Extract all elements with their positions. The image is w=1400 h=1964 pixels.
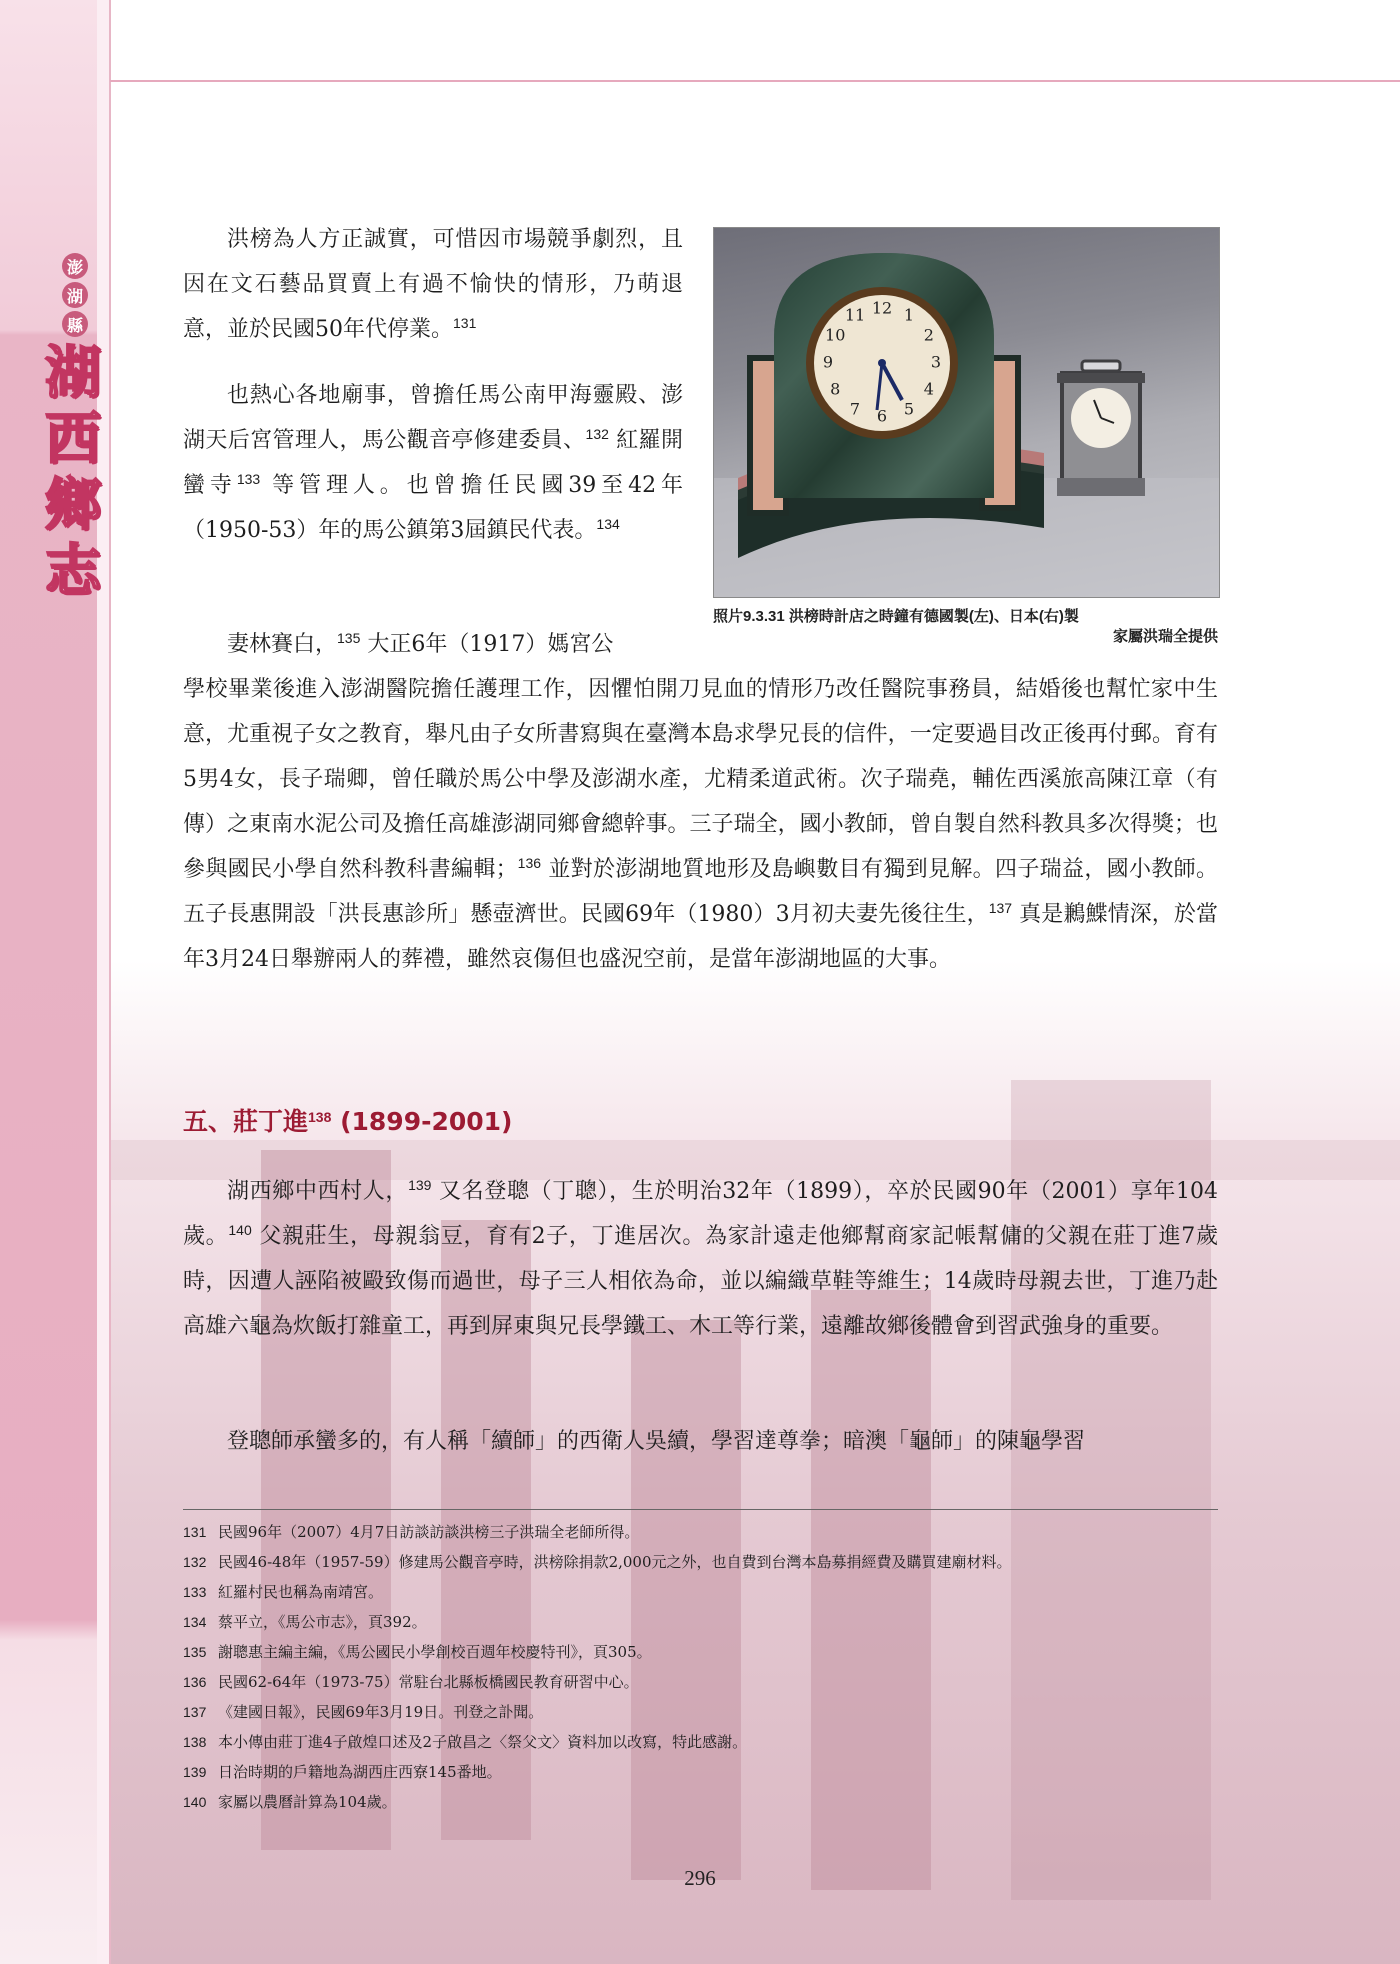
footnote-ref[interactable]: 134: [596, 516, 620, 532]
figure-caption: [713, 607, 1218, 647]
clock-numeral: 6: [876, 406, 888, 426]
footnote-ref[interactable]: 133: [236, 471, 261, 487]
footnote-ref[interactable]: 140: [228, 1222, 252, 1238]
county-char: 澎: [62, 253, 88, 279]
paragraph-3: 學校畢業後進入澎湖醫院擔任護理工作，因懼怕開刀見血的情形乃改任醫院事務員，結婚後也幫忙家中生意，尤重視子女之教育，舉凡由子女所書寫與在臺灣本島求學兄長的信件，一定要過目改正後再付郵。育有5男4女，長子瑞卿，曾任職於馬公中學及澎湖水產，尤精柔道武術。次子瑞堯，輔佐西溪旅高陳江章（有傳）之東南水泥公司及擔任高雄澎湖同鄉會總幹事。三子瑞全，國小教師，曾自製自然科教具多次得獎；也參與國民小學自然科教科書編輯；$^{136}$ 並對於澎湖地質地形及島嶼數目有獨到見解。四子瑞益，國小教師。五子長惠開設「洪長惠診所」懸壺濟世。民國69年（1980）3月初夫妻先後往生，$^{137}$ 真是鶼鰈情深，於當年3月24日舉辦兩人的葬禮，雖然哀傷但也盛況空前，是當年澎湖地區的大事。: [183, 677, 1218, 972]
footnote-number: 132: [183, 1554, 207, 1570]
footnote-ref[interactable]: 137: [988, 900, 1013, 916]
footnote-text: 蔡平立，《馬公市志》，頁392。: [218, 1613, 427, 1631]
caption-line-1: 照片9.3.31 洪榜時計店之時鐘有德國製(左)、日本(右)製: [713, 608, 1079, 625]
footnote-ref[interactable]: 138: [308, 1109, 332, 1125]
book-title-char: 鄉: [45, 472, 101, 538]
book-title-char: 西: [45, 406, 101, 472]
top-rule: [110, 80, 1400, 82]
footnote-rule: [183, 1509, 1218, 1510]
footnote-number: 138: [183, 1734, 207, 1750]
paragraph-4: 湖西鄉中西村人，$^{139}$ 又名登聰（丁聰），生於明治32年（1899），卒於民國90年（2001）享年104歲。$^{140}$ 父親莊生，母親翁豆，育有2子，丁進居次。為家計遠走他鄉幫商家記帳幫傭的父親在莊丁進7歲時，因遭人誣陷被毆致傷而過世，母子三人相依為命，並以編織草鞋等維生；14歲時母親去世，丁進乃赴高雄六龜為炊飯打雜童工，再到屏東與兄長學鐵工、木工等行業，遠離故鄉後體會到習武強身的重要。: [183, 1177, 1218, 1339]
footnote-ref[interactable]: 131: [453, 315, 477, 331]
footnote-item: [183, 1787, 1223, 1817]
paragraph-3-line-1: 妻林賽白，$^{135}$ 大正6年（1917）媽宮公: [227, 630, 614, 657]
footnote-item: [183, 1517, 1223, 1547]
footnote-item: [183, 1757, 1223, 1787]
footnote-item: [183, 1577, 1223, 1607]
footnote-number: 136: [183, 1674, 207, 1690]
footnote-number: 133: [183, 1584, 207, 1600]
footnote-number: 131: [183, 1524, 207, 1540]
footnote-text: 《建國日報》，民國69年3月19日。刊登之訃聞。: [218, 1703, 544, 1721]
footnote-item: [183, 1697, 1223, 1727]
clock-numeral: 8: [830, 379, 841, 399]
footnote-text: 謝聰惠主編主編，《馬公國民小學創校百週年校慶特刊》，頁305。: [218, 1643, 652, 1661]
book-title: [40, 340, 106, 604]
footnote-ref[interactable]: 136: [517, 855, 542, 871]
page-number: 296: [684, 1866, 716, 1890]
clock-photo: [713, 227, 1220, 598]
footnote-text: 本小傳由莊丁進4子啟煌口述及2子啟昌之〈祭父文〉資料加以改寫，特此感謝。: [218, 1733, 748, 1751]
footnote-item: [183, 1607, 1223, 1637]
paragraph-2: 也熱心各地廟事，曾擔任馬公南甲海靈殿、澎湖天后宮管理人，馬公觀音亭修建委員、$^{132}$ 紅羅開蠻寺$^{133}$ 等管理人。也曾擔任民國39至42年（1950-53）年的馬公鎮第3屆鎮民代表。$^{134}$: [183, 383, 683, 543]
footnote-text: 民國46-48年（1957-59）修建馬公觀音亭時，洪榜除捐款2,000元之外，也自費到台灣本島募捐經費及購買建廟材料。: [218, 1553, 1012, 1571]
county-char: 湖: [62, 282, 88, 308]
caption-credit: 家屬洪瑞全提供: [1112, 628, 1218, 645]
footnote-text: 紅羅村民也稱為南靖宮。: [218, 1583, 384, 1601]
section-heading: 五、莊丁進$^{138}$ (1899-2001): [183, 1107, 513, 1136]
footnote-text: 民國62-64年（1973-75）常駐台北縣板橋國民教育研習中心。: [218, 1673, 639, 1691]
footnote-item: [183, 1667, 1223, 1697]
clock-numeral: 10: [825, 325, 846, 345]
paragraph-1: 洪榜為人方正誠實，可惜因市場競爭劇烈，且因在文石藝品買賣上有過不愉快的情形，乃萌退意，並於民國50年代停業。$^{131}$: [183, 227, 683, 342]
footnote-text: 民國96年（2007）4月7日訪談訪談洪榜三子洪瑞全老師所得。: [218, 1523, 640, 1541]
clock-numeral: 11: [844, 305, 866, 325]
footnote-ref[interactable]: 132: [585, 426, 609, 442]
footnote-number: 134: [183, 1614, 207, 1630]
footnote-item: [183, 1727, 1223, 1757]
footnote-number: 135: [183, 1644, 207, 1660]
book-title-char: 志: [45, 538, 101, 604]
county-char: 縣: [62, 311, 88, 337]
footnote-item: [183, 1637, 1223, 1667]
footnote-number: 139: [183, 1764, 207, 1780]
footnote-ref[interactable]: 135: [337, 630, 361, 646]
clock-numeral: 5: [903, 399, 915, 419]
book-title-char: 湖: [45, 340, 101, 406]
county-label: [58, 253, 92, 337]
footnote-number: 140: [183, 1794, 207, 1810]
clock-numeral: 12: [871, 298, 893, 318]
footnote-text: 家屬以農曆計算為104歲。: [218, 1793, 397, 1811]
footnote-ref[interactable]: 139: [408, 1177, 432, 1193]
clock-numeral: 1: [903, 305, 915, 325]
clock-numeral: 2: [923, 325, 934, 345]
paragraph-5: 登聰師承蠻多的，有人稱「續師」的西衛人吳續，學習達尊拳；暗澳「龜師」的陳龜學習: [227, 1429, 1086, 1454]
clock-numeral: 3: [930, 352, 942, 372]
clock-numeral: 9: [822, 352, 834, 372]
footnote-list: [183, 1517, 1223, 1817]
clock-numeral: 4: [923, 379, 934, 399]
footnote-number: 137: [183, 1704, 207, 1720]
footnote-text: 日治時期的戶籍地為湖西庄西寮145番地。: [218, 1763, 502, 1781]
clock-numeral: 7: [849, 399, 861, 419]
footnote-item: [183, 1547, 1223, 1577]
clock-photo-illustration: [714, 228, 1219, 597]
